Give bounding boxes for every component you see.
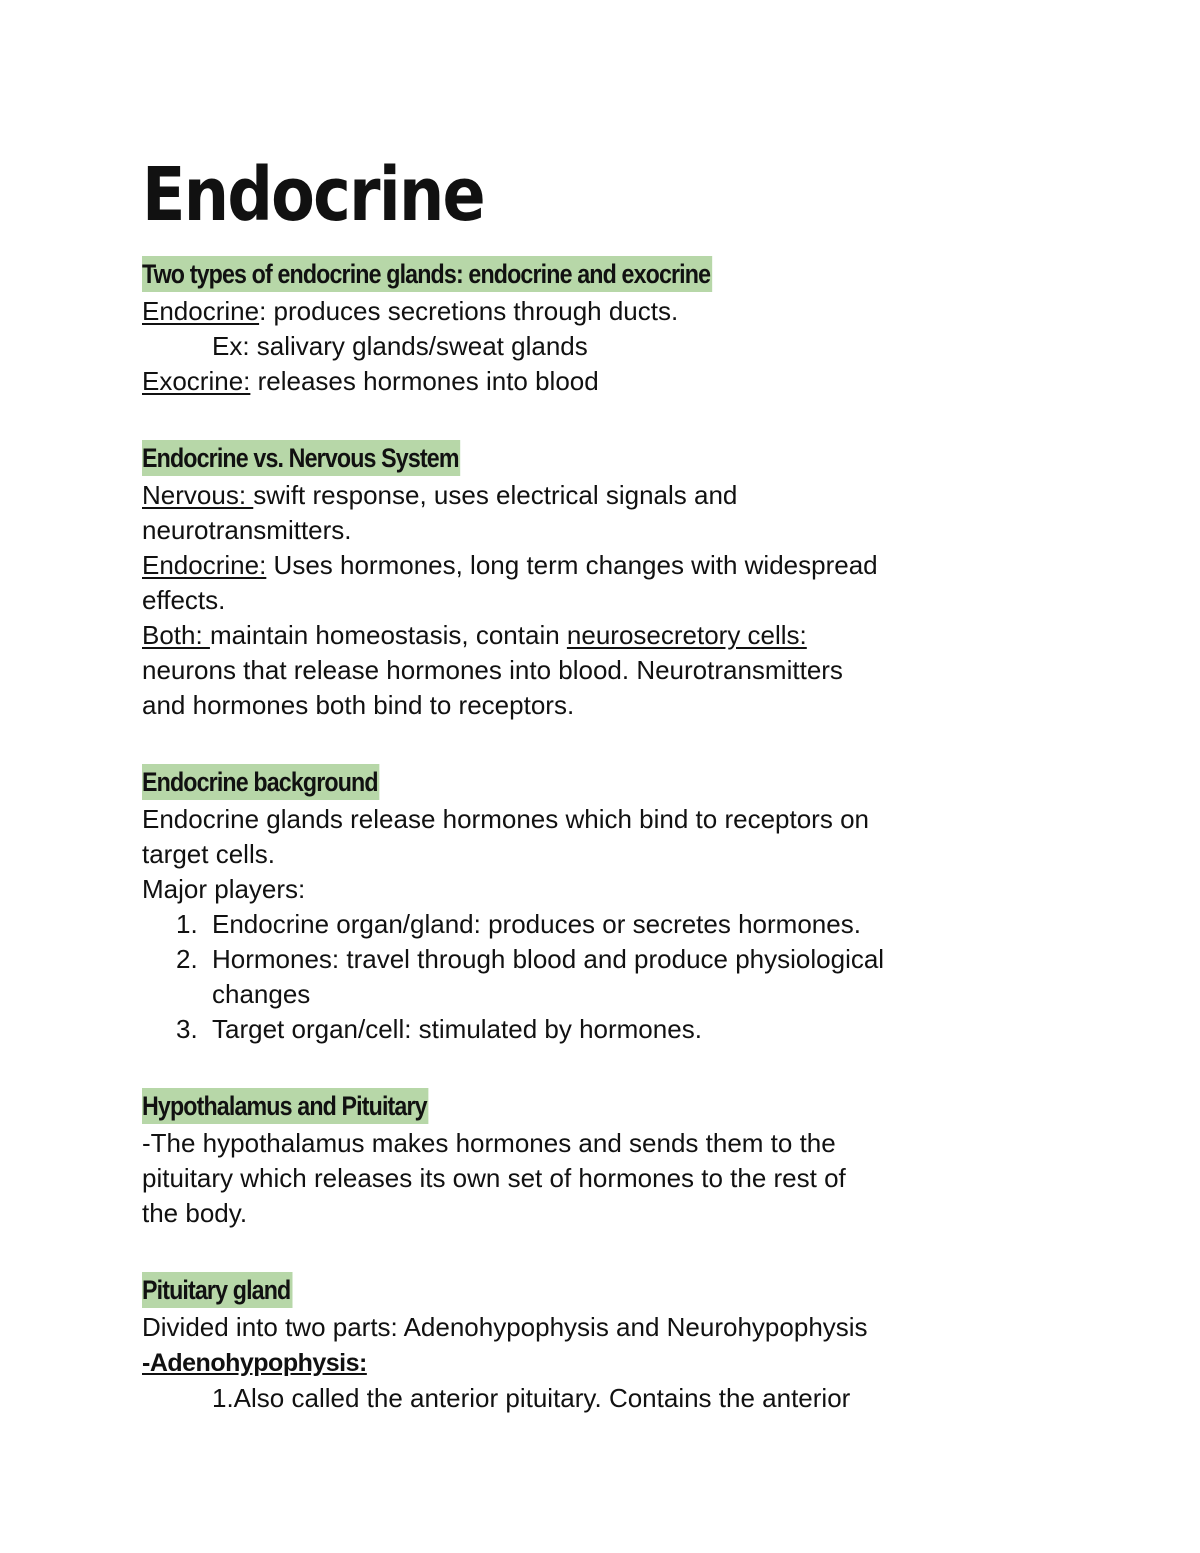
text-line: effects. xyxy=(142,585,226,615)
term: Endocrine xyxy=(142,296,260,326)
sub-heading: -Adenohypophysis: xyxy=(142,1349,367,1377)
list-text: changes xyxy=(212,979,311,1009)
definition: swift response, uses electrical signals and xyxy=(253,480,738,510)
document-page xyxy=(142,150,1072,1416)
list-text: Target organ/cell: stimulated by hormones. xyxy=(212,1014,702,1044)
section-heading: Endocrine vs. Nervous System xyxy=(142,440,460,476)
text-line: the body. xyxy=(142,1198,248,1228)
term: Endocrine: xyxy=(142,550,267,580)
text-line xyxy=(142,548,1072,583)
text-line: neurons that release hormones into blood. Neurotransmitters xyxy=(142,655,843,685)
term: neurosecretory cells: xyxy=(566,620,807,650)
section-heading: Pituitary gland xyxy=(142,1272,292,1308)
text-line xyxy=(142,478,1072,513)
list-number: 3. xyxy=(176,1014,198,1044)
list-text: Hormones: travel through blood and produce physiological xyxy=(212,944,885,974)
text-line: -The hypothalamus makes hormones and sends them to the xyxy=(142,1128,836,1158)
text-line xyxy=(142,294,1072,329)
definition: : produces secretions through ducts. xyxy=(259,296,679,326)
definition: releases hormones into blood xyxy=(250,366,599,396)
section-heading: Endocrine background xyxy=(142,764,379,800)
list-item-continued xyxy=(142,977,1072,1012)
section-background xyxy=(142,764,1072,802)
text-line: Endocrine glands release hormones which bind to receptors on xyxy=(142,804,869,834)
list-text: Endocrine organ/gland: produces or secretes hormones. xyxy=(212,909,861,939)
list-item xyxy=(142,942,1072,977)
text-line xyxy=(142,364,1072,399)
text-line xyxy=(142,618,1072,653)
players-list xyxy=(142,907,1072,1047)
section-heading: Hypothalamus and Pituitary xyxy=(142,1088,428,1124)
list-number: 2. xyxy=(176,944,198,974)
list-item xyxy=(142,907,1072,942)
section-heading: Two types of endocrine glands: endocrine and exocrine xyxy=(142,256,712,292)
section-pituitary xyxy=(142,1272,1072,1310)
page-title: Endocrine xyxy=(142,152,484,238)
term: Both: xyxy=(142,620,210,650)
text-line: pituitary which releases its own set of hormones to the rest of xyxy=(142,1163,846,1193)
text-line: target cells. xyxy=(142,839,275,869)
list-item xyxy=(142,1012,1072,1047)
text-line: Major players: xyxy=(142,874,306,904)
term: Exocrine: xyxy=(142,366,251,396)
text-line: 1.Also called the anterior pituitary. Contains the anterior xyxy=(212,1383,851,1413)
list-number: 1. xyxy=(176,909,198,939)
section-vs-nervous xyxy=(142,440,1072,478)
term: Nervous: xyxy=(142,480,254,510)
text-line: neurotransmitters. xyxy=(142,515,352,545)
section-hypothalamus xyxy=(142,1088,1072,1126)
definition: maintain homeostasis, contain xyxy=(209,620,567,650)
definition: Uses hormones, long term changes with widespread xyxy=(266,550,878,580)
section-glands xyxy=(142,256,1072,294)
example-line: Ex: salivary glands/sweat glands xyxy=(212,331,588,361)
text-line: Divided into two parts: Adenohypophysis and Neurohypophysis xyxy=(142,1312,868,1342)
text-line: and hormones both bind to receptors. xyxy=(142,690,575,720)
